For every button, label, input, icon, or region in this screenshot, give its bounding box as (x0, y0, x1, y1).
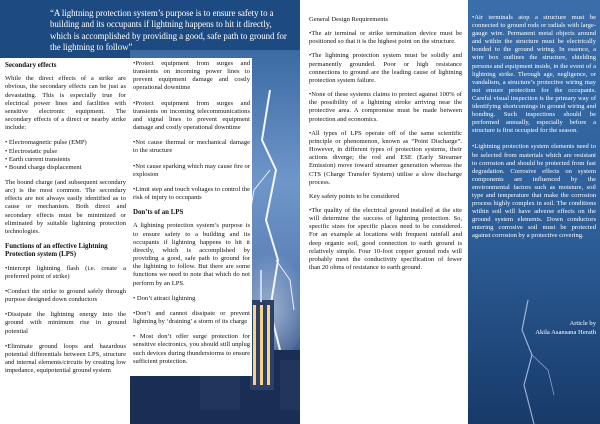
column-design-requirements (300, 0, 468, 424)
author-label: Article by (569, 320, 596, 327)
list-item: • Don’t attract lightning (133, 294, 196, 302)
paragraph: •The quality of the electrical ground installed at the site will determine the success of lightning protection. So, specific sizes for specific places need to be considered. For an example at locations with frequent rainfall and deep organic soil, good connection to earth ground is relatively simple. Four 10-foot copper ground rods will probably meet the conductivity specification of fewer than 20 ohms of resistance to earth ground. (309, 206, 462, 272)
heading-general-design: General Design Requirements (309, 16, 388, 23)
paragraph: While the direct effects of a strike are obvious, the secondary effects can be just as devastating. This is especially true for electrical power lines and facilities with sensitive electronic equipment. The secondary effects of a direct or nearby strike include: (5, 75, 126, 132)
list-item: •Conduct the strike to ground safely through purpose designed down conductors (5, 288, 126, 304)
author-credit (472, 320, 596, 337)
paragraph: •Air terminals atop a structure must be connected to ground rods or radials with large-gauge wire. Permanent metal objects around and within the structure must be electrically bonded to the ground wiring. In essence, a wire box outlines the structure, shielding persons and equipment inside, in the event of a lightning strike. Through age, negligence, or vandalism, a structure’s protective wiring may not ensure protection for the occupants. Careful visual inspection is the primary way of identifying shortcomings in ground wiring and bonding. Such inspections should be performed annually, especially before a structure is first occupied for the season. (472, 14, 596, 135)
column-secondary-effects (0, 58, 130, 424)
paragraph: •Lightning protection system elements need to be selected from materials which are resistant to corrosion and should be protected from fast degradation. Corrosive effects on system components are influenced by the environmental factors such as moisture, soil type and temperature that make the corrosion process highly complex in soil. The conditions within soil will have adverse effects on the ground system elements. Down conductors entering corrosive soil must be protected against corrosion by a protective covering. (472, 143, 596, 240)
list-item: • Electrostatic pulse (5, 147, 58, 155)
list-item: •Not cause thermal or mechanical damage to the structure (133, 139, 250, 155)
column-functions-donts (130, 58, 252, 376)
paragraph: •All types of LPS operate off of the same scientific principle or phenomenon, known as “Point Discharge”. However, in different types of protection systems, their actions diverge; the rod and ESE (Early Streamer Emission) move toward streamer generation whereas the CTS (Charge Transfer System) utilise a slow discharge process. (309, 129, 462, 186)
effects-list (5, 139, 126, 172)
list-item: •Intercept lightning flash (i.e. create a preferred point of strike) (5, 264, 126, 280)
column-safety-points (472, 14, 596, 249)
list-item: • Earth current transients (5, 155, 71, 163)
list-item: •Eliminate ground loops and hazardous potential differentials between LPS, structure and internal elements/circuits by creating low impedance, equipotential ground system (5, 342, 126, 375)
heading-functions: Functions of an effective Lightning Protection system (LPS) (5, 243, 108, 259)
list-item: •Dissipate the lightning energy into the ground with minimum rise in ground potential (5, 311, 126, 335)
list-item: •Limit step and touch voltages to control the risk of injury to occupants (133, 185, 250, 202)
list-item: •Protect equipment from surges and transients on incoming telecommunications and signal lines to prevent equipment damage and costly operational downtime (133, 99, 250, 132)
author-name: Akila Asansana Herath (535, 328, 596, 336)
paragraph: •The air terminal or strike termination device must be positioned so that it is the highest point on the structure. (309, 30, 462, 46)
heading-secondary-effects: Secondary effects (5, 62, 57, 69)
list-item: •Don’t and cannot dissipate or prevent lightning by ‘draining’ a storm of its charge (133, 309, 250, 326)
list-item: • Bound charge displacement (5, 163, 82, 171)
list-item: • Electromagnetic pulse (EMP) (5, 139, 87, 147)
list-item: • Most don’t offer surge protection for sensitive electronics, you should still unplug such devices during thunderstorms to ensure sufficient protection. (133, 333, 250, 365)
paragraph: The bound charge (and subsequent secondary arc) is the most common. The secondary effects are not always easily identified as to cause or mechanism. Both direct and secondary effects must be minimized or eliminated by suitable lightning protection technologies. (5, 179, 126, 235)
list-item: •Protect equipment from surges and transients on incoming power lines to prevent equipment damage and costly operational downtime (133, 60, 250, 92)
paragraph: •The lightning protection system must be solidly and permanently grounded. Poor or high resistance connections to ground are the leading cause of lightning protection system failure. (309, 52, 462, 84)
paragraph: •None of these systems claims to protect against 100% of the possibility of a lightning stroke arriving near the protective area. A compromise must be made between protection and economics. (309, 91, 462, 123)
heading-donts: Don’ts of an LPS (133, 209, 184, 217)
paragraph: A lightning protection system’s purpose is to ensure safety to a building and its occupants if lightning happens to hit it directly, which is accomplished by providing a good, safe path to ground for the lightning to follow. But there are some functions we need to note that which do not perform by an LPS. (133, 222, 250, 287)
list-item: •Not cause sparking which may cause fire or explosion (133, 162, 251, 178)
pull-quote: “A lightning protection system’s purpose is to ensure safety to a building and its occupants if lightning happens to hit it directly, which is accomplished by providing a good, safe path to ground for the lightning to follow” (50, 8, 287, 52)
heading-key-safety: Key safety points to be considered (309, 192, 400, 200)
